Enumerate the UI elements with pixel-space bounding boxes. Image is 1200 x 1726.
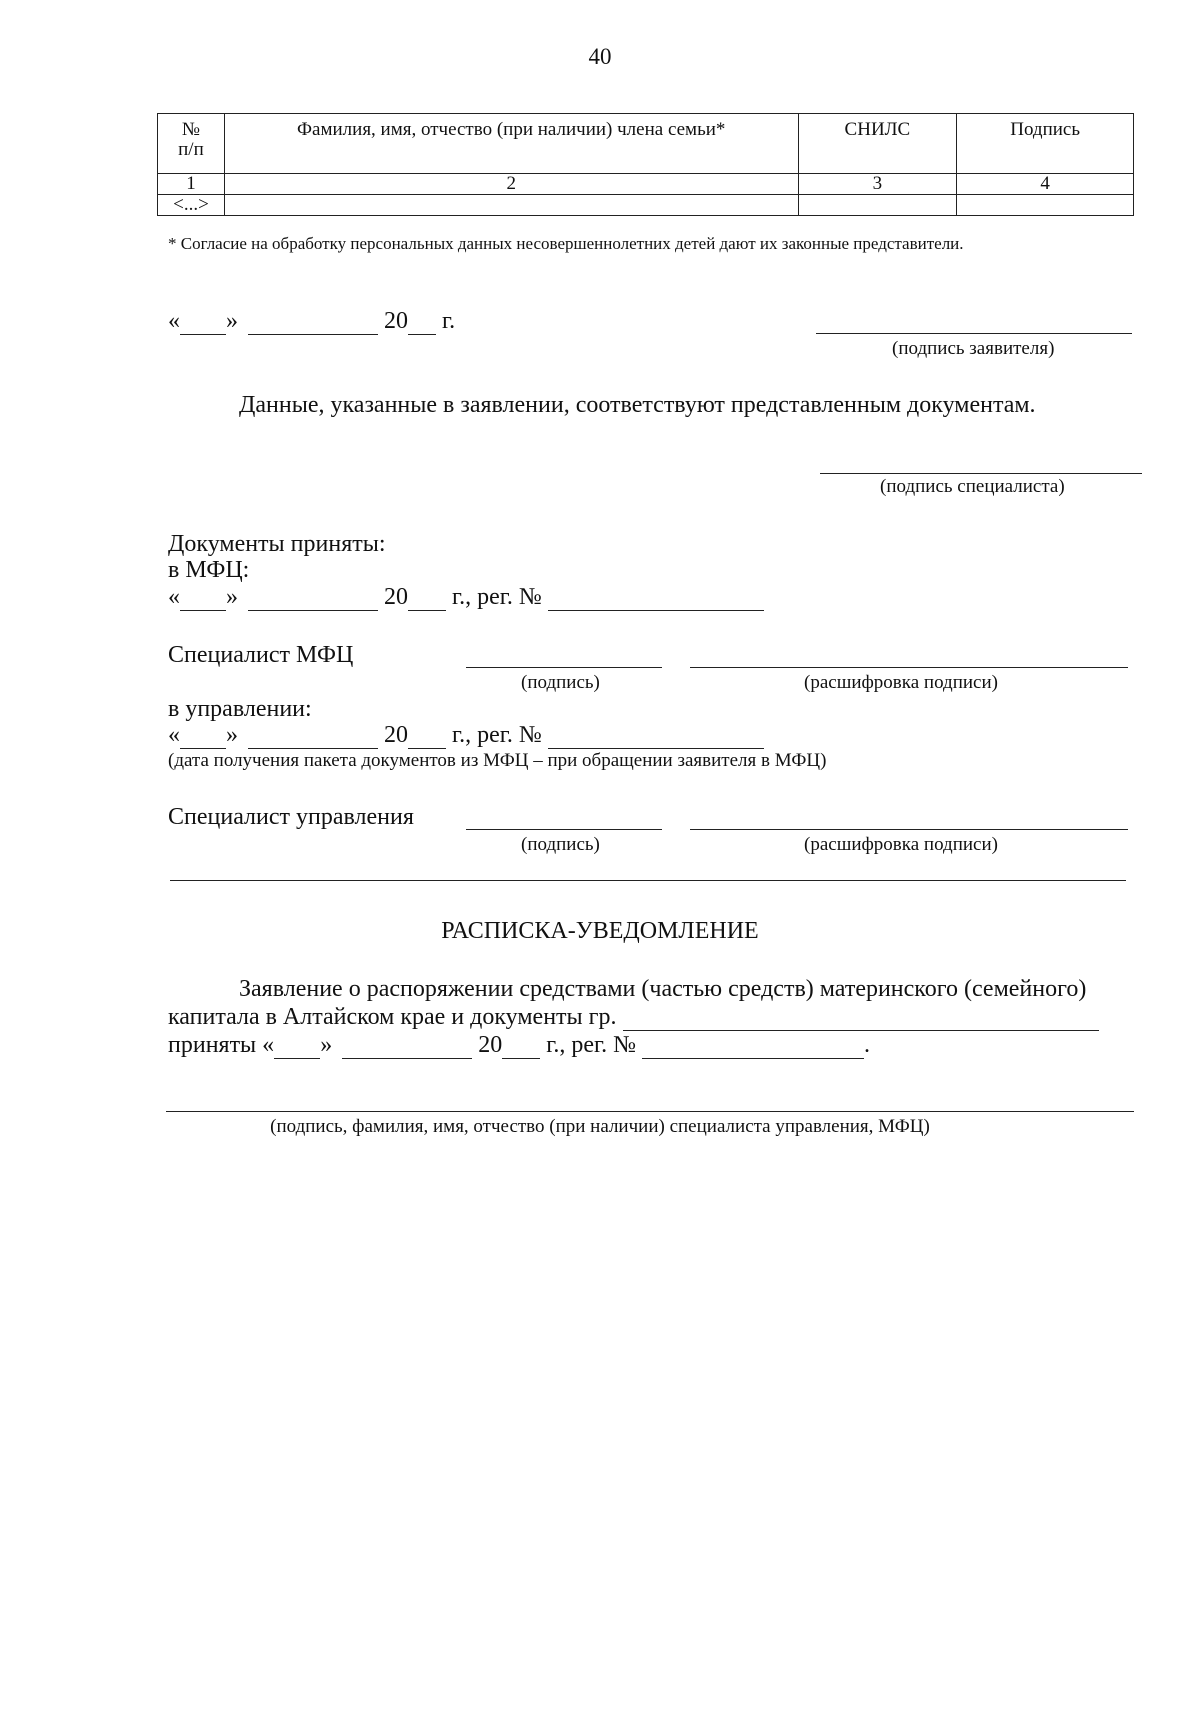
- header-number: № п/п: [158, 114, 225, 174]
- footnote: * Согласие на обработку персональных данных несовершеннолетних детей дают их законные представители.: [168, 234, 964, 253]
- column-number-row: [158, 174, 1134, 195]
- receipt-title: РАСПИСКА-УВЕДОМЛЕНИЕ: [441, 918, 759, 944]
- office-date-note: (дата получения пакета документов из МФЦ – при обращении заявителя в МФЦ): [168, 750, 827, 771]
- receipt-line-3: приняты « » 20 г., рег. № .: [168, 1032, 871, 1058]
- specialist-signature-line: [820, 473, 1142, 474]
- column-number: 4: [957, 174, 1134, 195]
- mfc-signature-caption: (подпись): [521, 672, 600, 693]
- header-signature: Подпись: [957, 114, 1134, 174]
- receipt-line-1: Заявление о распоряжении средствами (частью средств) материнского (семейного): [239, 976, 1087, 1002]
- mfc-signature-line: [466, 667, 662, 668]
- data-statement: Данные, указанные в заявлении, соответствуют представленным документам.: [239, 392, 1036, 418]
- office-date-line: « » 20 г., рег. №: [168, 722, 764, 749]
- header-snils: СНИЛС: [798, 114, 957, 174]
- office-decode-caption: (расшифровка подписи): [804, 834, 998, 855]
- mfc-decode-caption: (расшифровка подписи): [804, 672, 998, 693]
- mfc-label: в МФЦ:: [168, 557, 250, 583]
- office-label: в управлении:: [168, 696, 312, 722]
- specialist-signature-caption: (подпись специалиста): [880, 476, 1065, 497]
- family-members-table: [157, 113, 1134, 216]
- section-divider: [170, 880, 1126, 881]
- table-cell: [224, 195, 798, 216]
- table-header-row: [158, 114, 1134, 174]
- table-cell: [957, 195, 1134, 216]
- applicant-date-line: « » 20 г.: [168, 308, 456, 334]
- mfc-specialist-label: Специалист МФЦ: [168, 642, 354, 668]
- header-full-name: Фамилия, имя, отчество (при наличии) члена семьи*: [224, 114, 798, 174]
- applicant-signature-line: [816, 333, 1132, 334]
- table-cell: <...>: [158, 195, 225, 216]
- column-number: 2: [224, 174, 798, 195]
- receipt-signature-line: [166, 1111, 1134, 1112]
- page-number: 40: [588, 44, 612, 69]
- table-cell: [798, 195, 957, 216]
- table-row: [158, 195, 1134, 216]
- documents-accepted-title: Документы приняты:: [168, 531, 386, 557]
- office-specialist-label: Специалист управления: [168, 804, 414, 830]
- mfc-date-line: « » 20 г., рег. №: [168, 584, 764, 611]
- applicant-signature-caption: (подпись заявителя): [892, 338, 1055, 359]
- office-decode-line: [690, 829, 1128, 830]
- office-signature-line: [466, 829, 662, 830]
- mfc-decode-line: [690, 667, 1128, 668]
- office-signature-caption: (подпись): [521, 834, 600, 855]
- receipt-signature-caption: (подпись, фамилия, имя, отчество (при наличии) специалиста управления, МФЦ): [270, 1116, 930, 1137]
- column-number: 3: [798, 174, 957, 195]
- receipt-line-2: капитала в Алтайском крае и документы гр.: [168, 1004, 1099, 1031]
- column-number: 1: [158, 174, 225, 195]
